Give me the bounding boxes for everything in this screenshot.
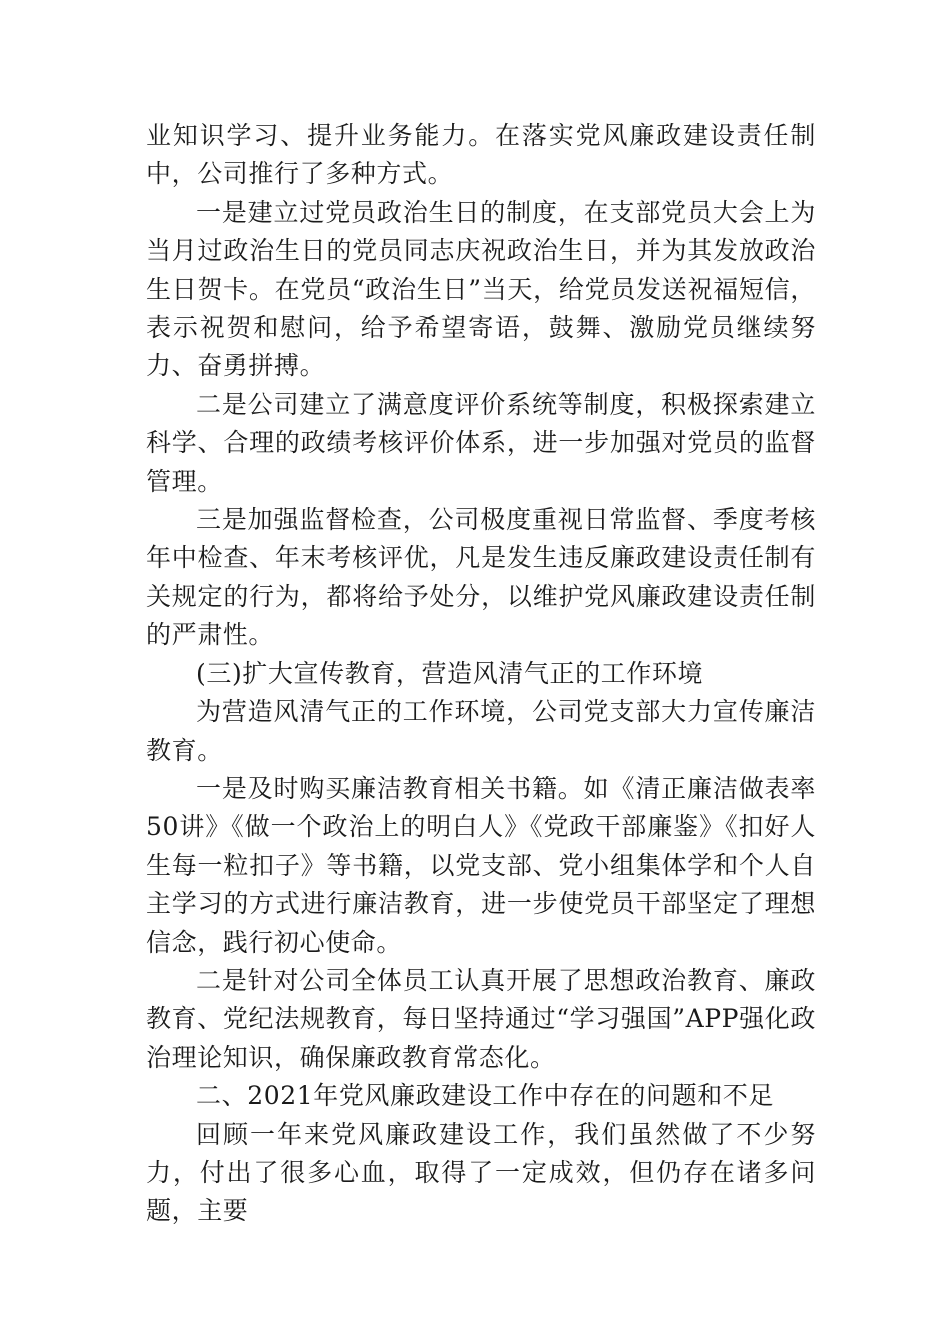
paragraph-publicity-intro: 为营造风清气正的工作环境，公司党支部大力宣传廉洁教育。 [146, 697, 816, 765]
paragraph-continuation: 业知识学习、提升业务能力。在落实党风廉政建设责任制中，公司推行了多种方式。 [146, 121, 816, 189]
section-heading-problems: 二、2021年党风廉政建设工作中存在的问题和不足 [196, 1081, 775, 1111]
paragraph-evaluation-system: 二是公司建立了满意度评价系统等制度，积极探索建立科学、合理的政绩考核评价体系，进一步加强对党员的监督管理。 [146, 389, 816, 496]
paragraph-political-birthday: 一是建立过党员政治生日的制度，在支部党员大会上为当月过政治生日的党员同志庆祝政治生日，并为其发放政治生日贺卡。在党员“政治生日”当天，给党员发送祝福短信，表示祝贺和慰问，给予希望寄语，鼓舞、激励党员继续努力、奋勇拼搏。 [146, 197, 816, 381]
paragraph-review: 回顾一年来党风廉政建设工作，我们虽然做了不少努力，付出了很多心血，取得了一定成效，但仍存在诸多问题，主要 [146, 1119, 816, 1226]
document-body [146, 117, 816, 1231]
paragraph-education: 二是针对公司全体员工认真开展了思想政治教育、廉政教育、党纪法规教育，每日坚持通过“学习强国”APP强化政治理论知识，确保廉政教育常态化。 [146, 965, 816, 1072]
paragraph-books: 一是及时购买廉洁教育相关书籍。如《清正廉洁做表率50讲》《做一个政治上的明白人》《党政干部廉鉴》《扣好人生每一粒扣子》等书籍，以党支部、党小组集体学和个人自主学习的方式进行廉洁教育，进一步使党员干部坚定了理想信念，践行初心使命。 [146, 773, 816, 957]
section-heading-publicity: (三)扩大宣传教育，营造风清气正的工作环境 [196, 658, 704, 688]
paragraph-supervision: 三是加强监督检查，公司极度重视日常监督、季度考核年中检查、年末考核评优，凡是发生违反廉政建设责任制有关规定的行为，都将给予处分，以维护党风廉政建设责任制的严肃性。 [146, 505, 816, 650]
